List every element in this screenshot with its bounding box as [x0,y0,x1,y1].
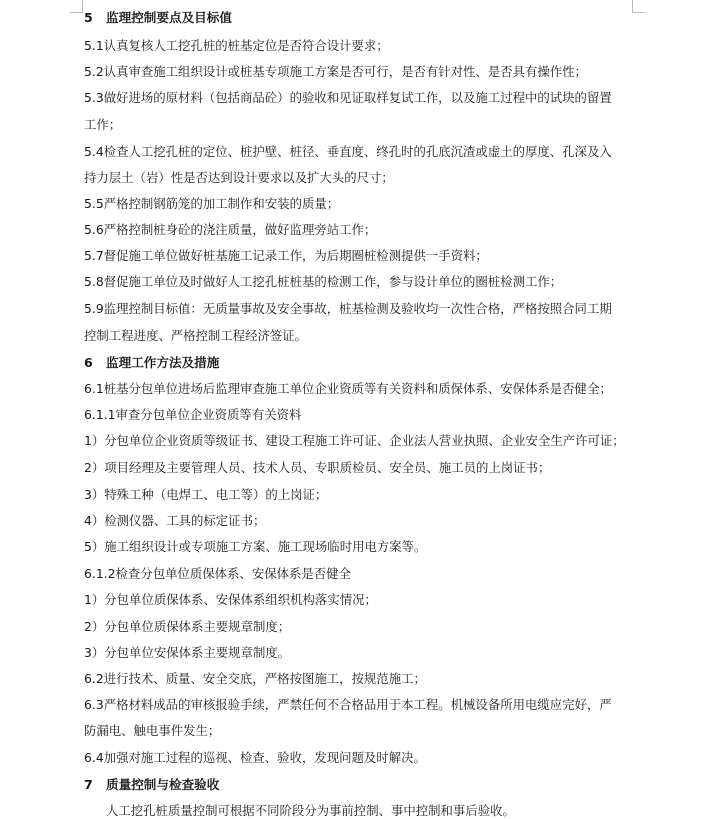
paragraph-line: 6.1桩基分包单位进场后监理审查施工单位企业资质等有关资料和质保体系、安保体系是否健全； [84,381,612,396]
paragraph-line: 5.6严格控制桩身砼的浇注质量，做好监理旁站工作； [84,222,377,237]
section-title: 质量控制与检查验收 [106,777,220,792]
paragraph-line: 控制工程进度、严格控制工程经济签证。 [84,328,308,343]
paragraph-line: 6.1.1审查分包单位企业资质等有关资料 [84,407,302,422]
list-item: 3）特殊工种（电焊工、电工等）的上岗证； [84,487,328,502]
section-heading-5 [84,10,232,26]
list-item: 2）分包单位质保体系主要规章制度； [84,619,291,634]
paragraph-line: 持力层土（岩）性是否达到设计要求以及扩大头的尺寸； [84,170,394,185]
page-corner-mark-right [632,0,645,13]
section-title: 监理控制要点及目标值 [106,10,232,25]
page-corner-mark-left [70,0,83,13]
paragraph-line: 5.7督促施工单位做好桩基施工记录工作，为后期圈桩检测提供一手资料； [84,248,488,263]
paragraph-line: 5.9监理控制目标值：无质量事故及安全事故，桩基检测及验收均一次性合格，严格按照合同工期 [84,301,612,316]
paragraph-line: 5.2认真审查施工组织设计或桩基专项施工方案是否可行，是否有针对性、是否具有操作性； [84,64,587,79]
section-heading-6 [84,355,219,371]
paragraph-line: 5.3做好进场的原材料（包括商品砼）的验收和见证取样复试工作，以及施工过程中的试块的留置 [84,90,612,105]
list-item: 1）分包单位企业资质等级证书、建设工程施工许可证、企业法人营业执照、企业安全生产许可证； [84,433,625,448]
list-item: 4）检测仪器、工具的标定证书； [84,513,266,528]
section-number: 6 [84,355,93,370]
list-item: 1）分包单位质保体系、安保体系组织机构落实情况； [84,592,377,607]
paragraph-line: 5.1认真复核人工挖孔桩的桩基定位是否符合设计要求； [84,38,389,53]
paragraph-line: 人工挖孔桩质量控制可根据不同阶段分为事前控制、事中控制和事后验收。 [106,803,515,818]
paragraph-line: 5.4检查人工挖孔桩的定位、桩护壁、桩径、垂直度、终孔时的孔底沉渣或虚土的厚度、孔深及入 [84,144,612,159]
paragraph-line: 工作； [84,117,122,132]
paragraph-line: 6.1.2检查分包单位质保体系、安保体系是否健全 [84,566,351,581]
section-number: 5 [84,10,93,25]
paragraph-line: 防漏电、触电事件发生； [84,723,221,738]
section-heading-7 [84,777,219,793]
paragraph-line: 5.5严格控制钢筋笼的加工制作和安装的质量； [84,196,340,211]
section-number: 7 [84,777,93,792]
list-item: 5）施工组织设计或专项施工方案、施工现场临时用电方案等。 [84,539,427,554]
list-item: 3）分包单位安保体系主要规章制度。 [84,645,291,660]
paragraph-line: 6.3严格材料成品的审核报验手续，严禁任何不合格品用于本工程。机械设备所用电缆应完好，严 [84,697,612,712]
paragraph-line: 6.2进行技术、质量、安全交底，严格按图施工，按规范施工； [84,671,426,686]
section-title: 监理工作方法及措施 [106,355,220,370]
list-item: 2）项目经理及主要管理人员、技术人员、专职质检员、安全员、施工员的上岗证书； [84,460,551,475]
paragraph-line: 6.4加强对施工过程的巡视、检查、验收，发现问题及时解决。 [84,750,426,765]
paragraph-line: 5.8督促施工单位及时做好人工挖孔桩桩基的检测工作，参与设计单位的圈桩检测工作； [84,274,563,289]
